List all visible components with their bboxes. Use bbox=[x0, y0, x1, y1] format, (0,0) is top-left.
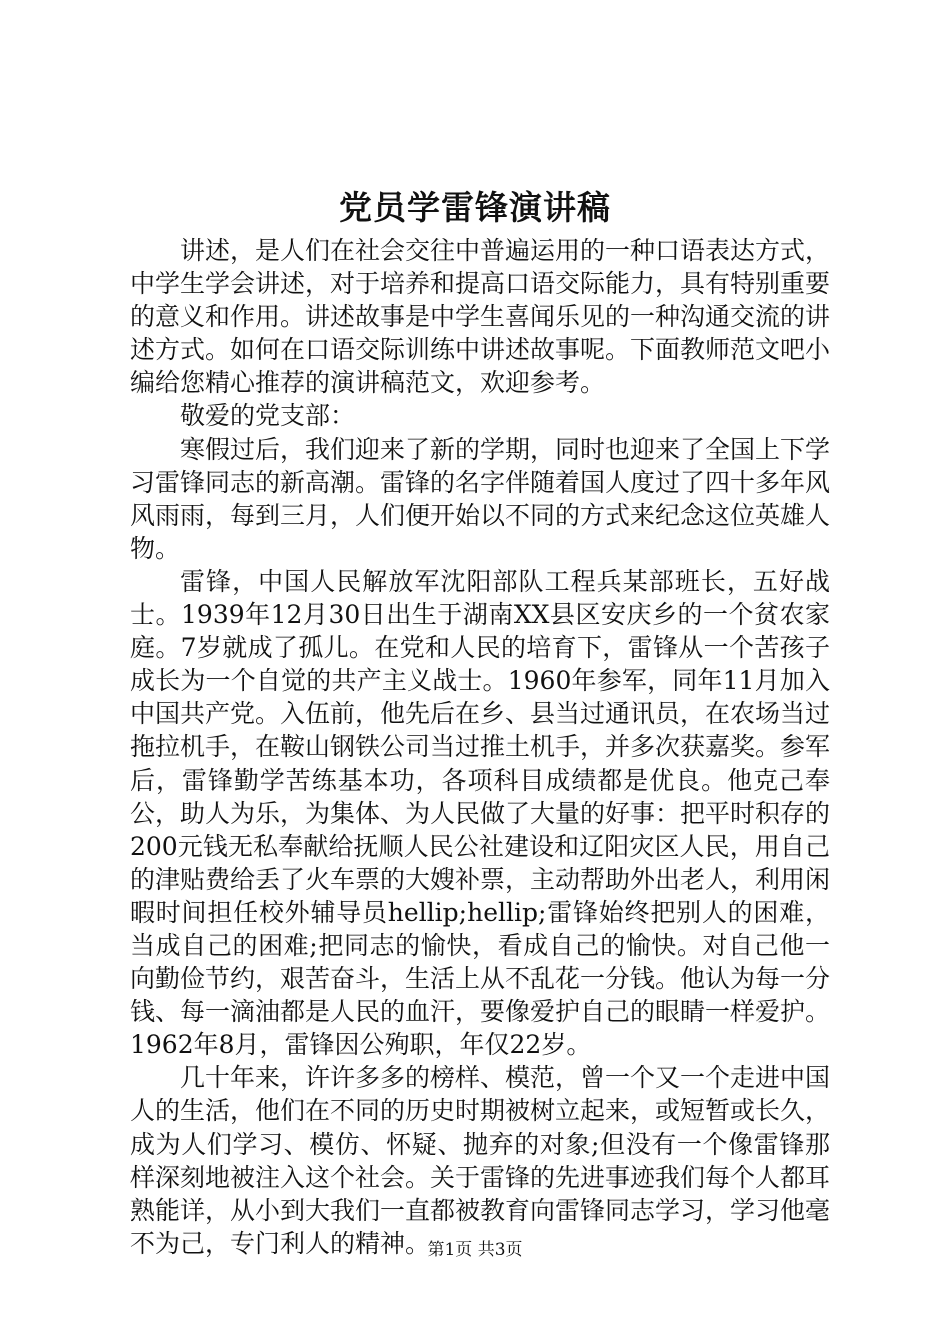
body-paragraph-1: 寒假过后，我们迎来了新的学期，同时也迎来了全国上下学习雷锋同志的新高潮。雷锋的名字伴随着国人度过了四十多年风风雨雨，每到三月，人们便开始以不同的方式来纪念这位英雄人物。 bbox=[130, 434, 831, 563]
salutation: 敬爱的党支部： bbox=[180, 401, 356, 431]
page-number-footer: 第1页 共3页 bbox=[427, 1240, 523, 1260]
document-body bbox=[130, 234, 830, 1260]
body-paragraph-2: 雷锋，中国人民解放军沈阳部队工程兵某部班长，五好战士。1939年12月30日出生于湖南XX县区安庆乡的一个贫农家庭。7岁就成了孤儿。在党和人民的培育下，雷锋从一个苦孩子成长为一个自觉的共产主义战士。1960年参军，同年11月加入中国共产党。入伍前，他先后在乡、县当过通讯员，在农场当过拖拉机手，在鞍山钢铁公司当过推土机手，并多次获嘉奖。参军后，雷锋勤学苦练基本功，各项科目成绩都是优良。他克己奉公，助人为乐，为集体、为人民做了大量的好事：把平时积存的200元钱无私奉献给抚顺人民公社建设和辽阳灾区人民，用自己的津贴费给丢了火车票的大嫂补票，主动帮助外出老人，利用闲暇时间担任校外辅导员hellip;hellip;雷锋始终把别人的困难，当成自己的困难;把同志的愉快，看成自己的愉快。对自己他一向勤俭节约，艰苦奋斗，生活上从不乱花一分钱。他认为每一分钱、每一滴油都是人民的血汗，要像爱护自己的眼睛一样爱护。1962年8月，雷锋因公殉职，年仅22岁。 bbox=[130, 566, 831, 1060]
body-paragraph-3: 几十年来，许许多多的榜样、模范，曾一个又一个走进中国人的生活，他们在不同的历史时期被树立起来，或短暂或长久，成为人们学习、模仿、怀疑、抛弃的对象;但没有一个像雷锋那样深刻地被注入这个社会。关于雷锋的先进事迹我们每个人都耳熟能详，从小到大我们一直都被教育向雷锋同志学习，学习他毫不为己，专门利人的精神。 bbox=[130, 1063, 831, 1258]
page-title: 党员学雷锋演讲稿 bbox=[339, 188, 611, 227]
intro-paragraph: 讲述，是人们在社会交往中普遍运用的一种口语表达方式，中学生学会讲述，对于培养和提高口语交际能力，具有特别重要的意义和作用。讲述故事是中学生喜闻乐见的一种沟通交流的讲述方式。如何在口语交际训练中讲述故事呢。下面教师范文吧小编给您精心推荐的演讲稿范文，欢迎参考。 bbox=[130, 236, 831, 398]
